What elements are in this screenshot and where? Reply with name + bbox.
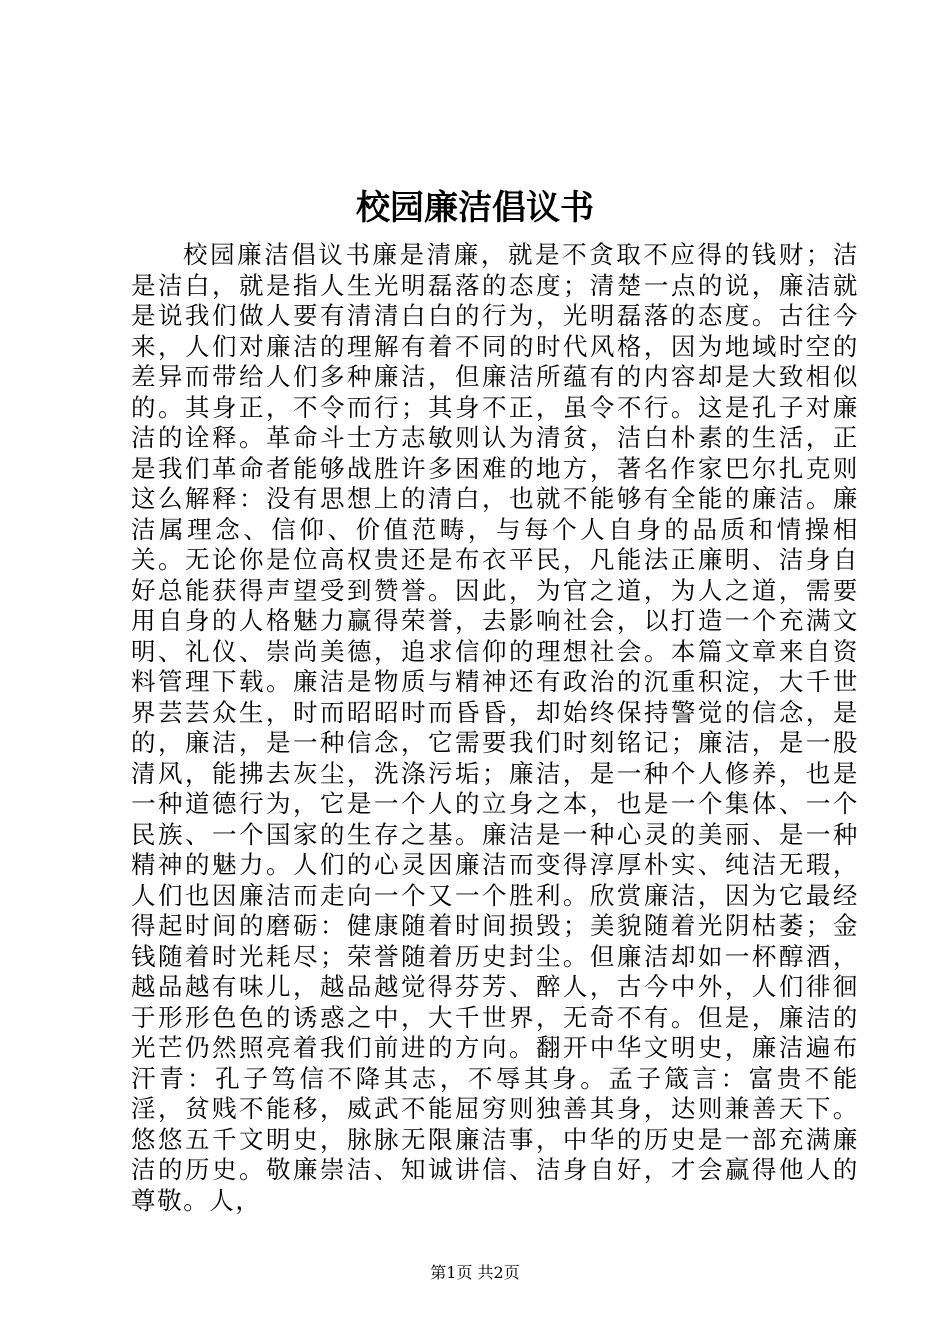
document-body-paragraph: 校园廉洁倡议书廉是清廉，就是不贪取不应得的钱财；洁是洁白，就是指人生光明磊落的态度；清楚一点的说，廉洁就是说我们做人要有清清白白的行为，光明磊落的态度。古往今来，人们对廉洁的理解有着不同的时代风格，因为地域时空的差异而带给人们多种廉洁，但廉洁所蕴有的内容却是大致相似的。其身正，不令而行；其身不正，虽令不行。这是孔子对廉洁的诠释。革命斗士方志敏则认为清贫，洁白朴素的生活，正是我们革命者能够战胜许多困难的地方，著名作家巴尔扎克则这么解释：没有思想上的清白，也就不能够有全能的廉洁。廉洁属理念、信仰、价值范畴，与每个人自身的品质和情操相关。无论你是位高权贵还是布衣平民，凡能法正廉明、洁身自好总能获得声望受到赞誉。因此，为官之道，为人之道，需要用自身的人格魅力赢得荣誉，去影响社会，以打造一个充满文明、礼仪、崇尚美德，追求信仰的理想社会。本篇文章来自资料管理下载。廉洁是物质与精神还有政治的沉重积淀，大千世界芸芸众生，时而昭昭时而昏昏，却始终保持警觉的信念，是的，廉洁，是一种信念，它需要我们时刻铭记；廉洁，是一股清风，能拂去灰尘，洗涤污垢；廉洁，是一种个人修养，也是一种道德行为，它是一个人的立身之本，也是一个集体、一个民族、一个国家的生存之基。廉洁是一种心灵的美丽、是一种精神的魅力。人们的心灵因廉洁而变得淳厚朴实、纯洁无瑕，人们也因廉洁而走向一个又一个胜利。欣赏廉洁，因为它最经得起时间的磨砺：健康随着时间损毁；美貌随着光阴枯萎；金钱随着时光耗尽；荣誉随着历史封尘。但廉洁却如一杯醇酒，越品越有味儿，越品越觉得芬芳、醉人，古今中外，人们徘徊于形形色色的诱惑之中，大千世界，无奇不有。但是，廉洁的光芒仍然照亮着我们前进的方向。翻开中华文明史，廉洁遍布汗青：孔子笃信不降其志，不辱其身。孟子箴言：富贵不能淫，贫贱不能移，威武不能屈穷则独善其身，达则兼善天下。悠悠五千文明史，脉脉无限廉洁事，中华的历史是一部充满廉洁的历史。敬廉崇洁、知诚讲信、洁身自好，才会赢得他人的尊敬。人， (131, 240, 859, 1215)
document-title: 校园廉洁倡议书 (356, 188, 594, 228)
page-footer: 第1页 共2页 (430, 1263, 520, 1282)
